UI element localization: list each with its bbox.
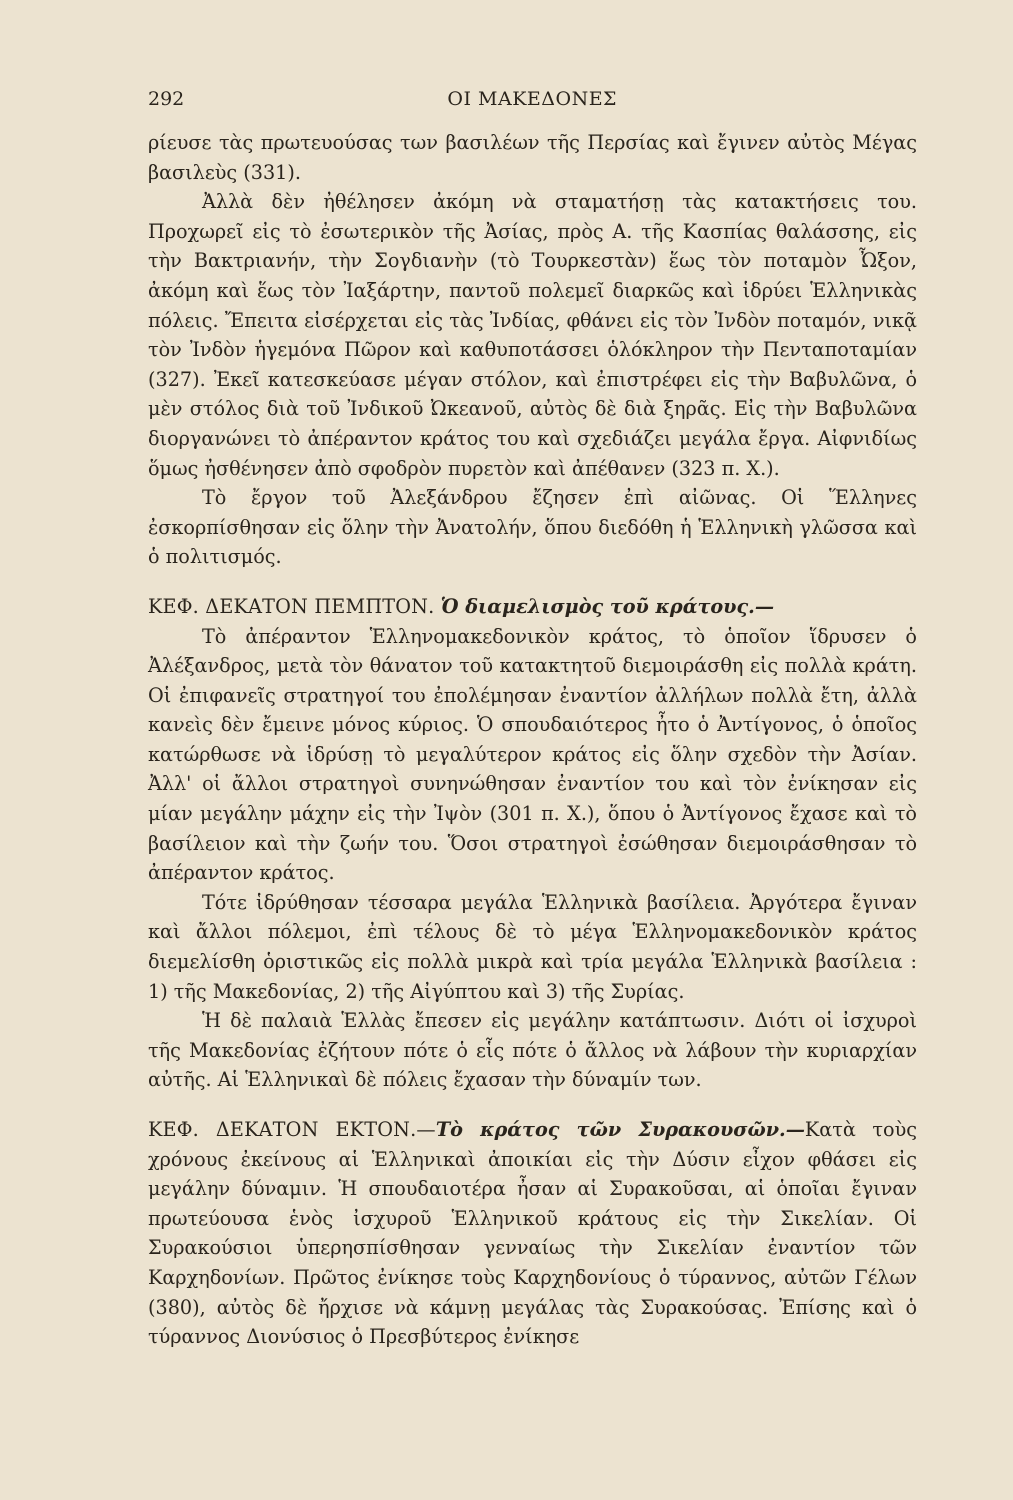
chapter-16-text: Κατὰ τοὺς χρόνους ἐκείνους αἱ Ἑλληνικαὶ ἀποικίαι εἰς τὴν Δύσιν εἶχον φθάσει εἰς μεγάλην δύναμιν. Ἡ σπουδαιοτέρα ἦσαν αἱ Συρακοῦσαι, αἱ ὁποῖαι ἔγιναν πρωτεύουσα ἑνὸς ἰσχυροῦ Ἑλληνικοῦ κράτους εἰς τὴν Σικελίαν. Οἱ Συρακούσιοι ὑπερησπίσθησαν γενναίως τὴν Σικελίαν ἐναντίον τῶν Καρχηδονίων. Πρῶτος ἐνίκησε τοὺς Καρχηδονίους ὁ τύραννος, αὐτῶν Γέλων (380), αὐτὸς δὲ ἤρχισε νὰ κάμνῃ μεγάλας τὰς Συρακούσας. Ἐπίσης καὶ ὁ τύραννος Διονύσιος ὁ Πρεσβύτερος ἐνίκησε [148, 1118, 918, 1349]
chapter-16-paragraph [148, 1115, 917, 1352]
chapter-16-label: ΚΕΦ. ΔΕΚΑΤΟΝ ΕΚΤΟΝ.— [148, 1118, 436, 1141]
chapter-15-heading-line [148, 592, 917, 622]
paragraph-legacy: Τὸ ἔργον τοῦ Ἀλεξάνδρου ἔζησεν ἐπὶ αἰῶνας. Οἱ Ἕλληνες ἐσκορπίσθησαν εἰς ὅλην τὴν Ἀνατολήν, ὅπου διεδόθη ἡ Ἑλληνικὴ γλῶσσα καὶ ὁ πολιτισμός. [148, 486, 917, 569]
chapter-15-label: ΚΕΦ. ΔΕΚΑΤΟΝ ΠΕΜΠΤΟΝ. [148, 594, 435, 618]
chapter-15-paragraph-3: Ἡ δὲ παλαιὰ Ἑλλὰς ἔπεσεν εἰς μεγάλην κατάπτωσιν. Διότι οἱ ἰσχυροὶ τῆς Μακεδονίας ἐζήτουν πότε ὁ εἷς πότε ὁ ἄλλος νὰ λάβουν τὴν κυριαρχίαν αὐτῆς. Αἱ Ἑλληνικαὶ δὲ πόλεις ἔχασαν τὴν δύναμίν των. [148, 1009, 917, 1092]
page-header [148, 88, 917, 110]
running-title: ΟΙ ΜΑΚΕΔΟΝΕΣ [447, 88, 617, 110]
chapter-15-paragraph-1: Τὸ ἀπέραντον Ἑλληνομακεδονικὸν κράτος, τὸ ὁποῖον ἵδρυσεν ὁ Ἀλέξανδρος, μετὰ τὸν θάνατον τοῦ κατακτητοῦ διεμοιράσθη εἰς πολλὰ κράτη. Οἱ ἐπιφανεῖς στρατηγοί του ἐπολέμησαν ἐναντίον ἀλλήλων πολλὰ ἔτη, ἀλλὰ κανεὶς δὲν ἔμεινε μόνος κύριος. Ὁ σπουδαιότερος ἦτο ὁ Ἀντίγονος, ὁ ὁποῖος κατώρθωσε νὰ ἱδρύσῃ τὸ μεγαλύτερον κράτος εἰς ὅλην σχεδὸν τὴν Ἀσίαν. Ἀλλ' οἱ ἄλλοι στρατηγοὶ συνηνώθησαν ἐναντίον του καὶ τὸν ἐνίκησαν εἰς μίαν μεγάλην μάχην εἰς τὴν Ἰψὸν (301 π. Χ.), ὅπου ὁ Ἀντίγονος ἔχασε καὶ τὸ βασίλειον καὶ τὴν ζωήν του. Ὅσοι στρατηγοὶ ἐσώθησαν διεμοιράσθησαν τὸ ἀπέραντον κράτος. [148, 624, 917, 885]
page-number: 292 [148, 88, 185, 110]
chapter-15-title: Ὁ διαμελισμὸς τοῦ κράτους.— [440, 594, 775, 618]
chapter-15-paragraph-2: Τότε ἱδρύθησαν τέσσαρα μεγάλα Ἑλληνικὰ βασίλεια. Ἀργότερα ἔγιναν καὶ ἄλλοι πόλεμοι, ἐπὶ τέλους δὲ τὸ μέγα Ἑλληνομακεδονικὸν κράτος διεμελίσθη ὁριστικῶς εἰς πολλὰ μικρὰ καὶ τρία μεγάλα Ἑλληνικὰ βασίλεια : 1) τῆς Μακεδονίας, 2) τῆς Αἰγύπτου καὶ 3) τῆς Συρίας. [148, 890, 917, 1003]
paragraph-conquests: Ἀλλὰ δὲν ἠθέλησεν ἀκόμη νὰ σταματήσῃ τὰς κατακτήσεις του. Προχωρεῖ εἰς τὸ ἐσωτερικὸν τῆς Ἀσίας, πρὸς Α. τῆς Κασπίας θαλάσσης, εἰς τὴν Βακτριανήν, τὴν Σογδιανὴν (τὸ Τουρκεστὰν) ἕως τὸν ποταμὸν Ὦξον, ἀκόμη καὶ ἕως τὸν Ἰαξάρτην, παντοῦ πολεμεῖ διαρκῶς καὶ ἱδρύει Ἑλληνικὰς πόλεις. Ἔπειτα εἰσέρχεται εἰς τὰς Ἰνδίας, φθάνει εἰς τὸν Ἰνδὸν ποταμόν, νικᾷ τὸν Ἰνδὸν ἡγεμόνα Πῶρον καὶ καθυποτάσσει ὁλόκληρον τὴν Πενταποταμίαν (327). Ἐκεῖ κατεσκεύασε μέγαν στόλον, καὶ ἐπιστρέφει εἰς τὴν Βαβυλῶνα, ὁ μὲν στόλος διὰ τοῦ Ἰνδικοῦ Ὠκεανοῦ, αὐτὸς δὲ διὰ ξηρᾶς. Εἰς τὴν Βαβυλῶνα διοργανώνει τὸ ἀπέραντον κράτος του καὶ σχεδιάζει μεγάλα ἔργα. Αἰφνιδίως ὅμως ἠσθένησεν ἀπὸ σφοδρὸν πυρετὸν καὶ ἀπέθανεν (323 π. Χ.). [148, 190, 917, 480]
chapter-16-title: Τὸ κράτος τῶν Συρακουσῶν.— [435, 1118, 805, 1141]
paragraph-continuation: ρίευσε τὰς πρωτευούσας των βασιλέων τῆς Περσίας καὶ ἔγινεν αὐτὸς Μέγας βασιλεὺς (331). [148, 131, 917, 184]
